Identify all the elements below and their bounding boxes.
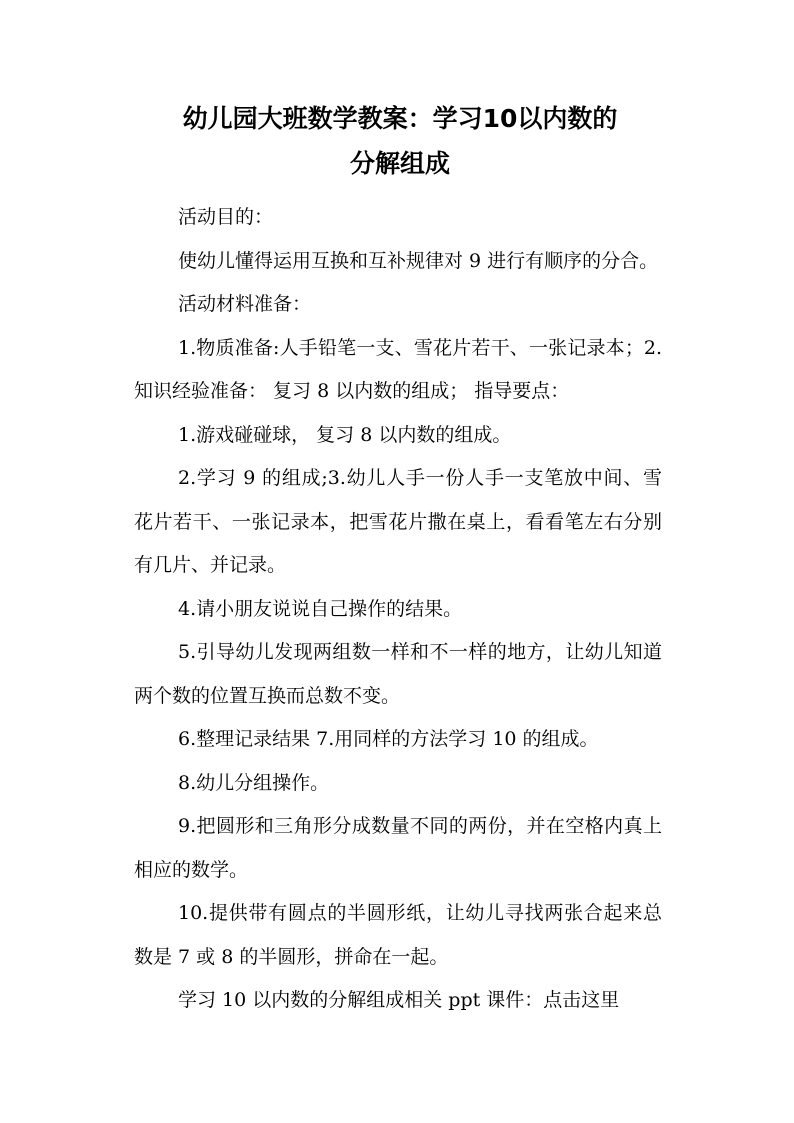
paragraph-step-4: 4.请小朋友说说自己操作的结果。 xyxy=(178,597,463,620)
paragraph-step-9: 9.把圆形和三角形分成数量不同的两份，并在空格内真上相应的数学。 xyxy=(134,815,662,881)
paragraph-step-2-3: 2.学习 9 的组成;3.幼儿人手一份人手一支笔放中间、雪花片若干、一张记录本，把雪花片撒在桌上，看看笔左右分别有几片、并记录。 xyxy=(134,467,662,576)
paragraph-materials: 1.物质准备:人手铅笔一支、雪花片若干、一张记录本；2.知识经验准备： 复习 8 以内数的组成； 指导要点： xyxy=(134,336,662,402)
title-line-1: 幼儿园大班数学教案：学习10以内数的 xyxy=(182,104,618,133)
document-title xyxy=(130,96,670,186)
document-body xyxy=(134,196,662,1023)
title-line-2: 分解组成 xyxy=(349,149,450,178)
paragraph-step-5: 5.引导幼儿发现两组数一样和不一样的地方，让幼儿知道两个数的位置互换而总数不变。 xyxy=(134,641,662,707)
paragraph-materials-heading: 活动材料准备： xyxy=(178,293,312,315)
paragraph-step-8: 8.幼儿分组操作。 xyxy=(178,771,330,794)
paragraph-activity-goal-heading: 活动目的： xyxy=(178,206,274,228)
paragraph-activity-goal: 使幼儿懂得运用互换和互补规律对 9 进行有顺序的分合。 xyxy=(178,249,659,272)
paragraph-step-10: 10.提供带有圆点的半圆形纸，让幼儿寻找两张合起来总数是 7 或 8 的半圆形，拼命在一起。 xyxy=(134,902,662,968)
paragraph-step-1: 1.游戏碰碰球， 复习 8 以内数的组成。 xyxy=(178,423,512,446)
paragraph-step-6-7: 6.整理记录结果 7.用同样的方法学习 10 的组成。 xyxy=(178,728,599,750)
paragraph-related-courseware: 学习 10 以内数的分解组成相关 ppt 课件：点击这里 xyxy=(178,989,620,1011)
